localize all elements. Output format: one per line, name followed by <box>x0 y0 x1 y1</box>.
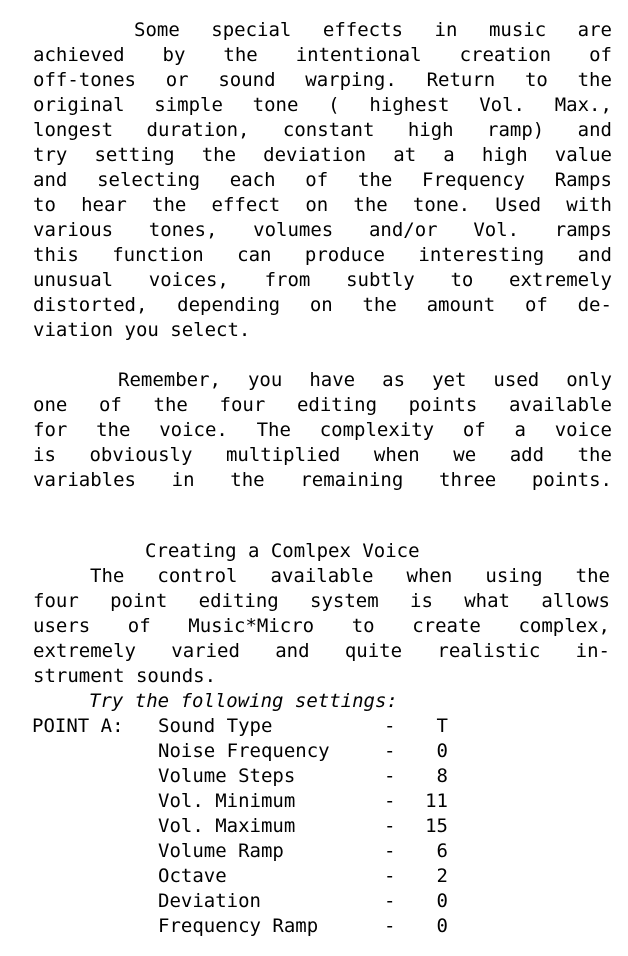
setting-value: 11 <box>425 790 448 812</box>
word: interesting <box>418 244 545 266</box>
section-heading: Creating a Comlpex Voice <box>145 540 420 562</box>
word: special <box>211 19 292 41</box>
word: for <box>33 419 68 441</box>
word: highest <box>369 94 450 116</box>
word: four <box>33 590 79 612</box>
word: subtly <box>346 269 415 291</box>
word: the <box>362 294 397 316</box>
word: creation <box>459 44 552 66</box>
setting-row <box>0 864 628 889</box>
word: sound <box>218 69 276 91</box>
word: high <box>407 119 454 141</box>
word: The <box>256 419 291 441</box>
word: realistic <box>437 640 541 662</box>
setting-name: Vol. Minimum <box>158 790 296 812</box>
text-line <box>0 143 628 168</box>
text-line <box>0 243 628 268</box>
setting-name: Noise Frequency <box>158 740 330 762</box>
word: only <box>566 369 612 391</box>
word: obviously <box>89 444 193 466</box>
word: from <box>264 269 311 291</box>
word: we <box>453 444 477 466</box>
word: create <box>412 615 481 637</box>
setting-separator: - <box>384 740 396 762</box>
word: at <box>393 144 417 166</box>
word: varied <box>171 640 240 662</box>
word: ramp) <box>487 119 545 141</box>
word: when <box>373 444 420 466</box>
word: in- <box>575 640 610 662</box>
text-line <box>0 168 628 193</box>
word: warping. <box>305 69 397 91</box>
setting-row <box>0 814 628 839</box>
setting-row <box>0 714 628 739</box>
word: of <box>589 44 612 66</box>
word: this <box>33 244 79 266</box>
word: effect <box>211 194 281 216</box>
text-line <box>0 468 628 493</box>
word: duration, <box>146 119 250 141</box>
setting-value: T <box>436 715 448 737</box>
setting-row <box>0 739 628 764</box>
word: to <box>524 69 548 91</box>
settings-prompt: Try the following settings: <box>89 690 398 712</box>
word: Music*Micro <box>188 615 315 637</box>
word: what <box>464 590 510 612</box>
setting-value: 15 <box>425 815 448 837</box>
word: control <box>157 565 238 587</box>
word: in <box>171 469 195 491</box>
word: quite <box>344 640 403 662</box>
word: selecting <box>97 169 201 191</box>
word: in <box>434 19 458 41</box>
word: amount <box>426 294 496 316</box>
setting-separator: - <box>384 790 396 812</box>
word: the <box>201 144 237 166</box>
word: on <box>305 194 329 216</box>
word: three <box>439 469 497 491</box>
word: yet <box>432 369 467 391</box>
word: to <box>450 269 474 291</box>
word: point <box>110 590 168 612</box>
word: effects <box>322 19 403 41</box>
word: of <box>524 294 548 316</box>
word: the <box>577 444 612 466</box>
word: off-tones <box>33 69 136 91</box>
word: and <box>275 640 310 662</box>
setting-separator: - <box>384 865 396 887</box>
setting-row <box>0 789 628 814</box>
word: when <box>406 565 453 587</box>
word: the <box>152 194 187 216</box>
word: setting <box>94 144 175 166</box>
word: Ramps <box>554 169 612 191</box>
word: users <box>33 615 91 637</box>
word: the <box>153 394 188 416</box>
word: tones, <box>148 219 218 241</box>
setting-separator: - <box>384 715 396 737</box>
word: or <box>165 69 189 91</box>
text-line <box>0 639 628 664</box>
word: a <box>443 144 455 166</box>
text-line <box>0 193 628 218</box>
text-line <box>0 564 628 589</box>
word: available <box>508 394 612 416</box>
setting-name: Vol. Maximum <box>158 815 296 837</box>
word: Used <box>495 194 542 216</box>
word: multiplied <box>225 444 341 466</box>
word: four <box>219 394 266 416</box>
text-line <box>0 293 628 318</box>
word: voice <box>554 419 612 441</box>
word: on <box>309 294 333 316</box>
setting-row <box>0 889 628 914</box>
word: a <box>514 419 526 441</box>
setting-separator: - <box>384 840 396 862</box>
text-line <box>0 393 628 418</box>
word: allows <box>541 590 610 612</box>
setting-row <box>0 764 628 789</box>
word: editing <box>296 394 378 416</box>
text-line: viation you select. <box>33 319 251 341</box>
word: the <box>357 169 393 191</box>
setting-row <box>0 914 628 939</box>
word: of <box>305 169 329 191</box>
word: have <box>309 369 356 391</box>
word: the <box>230 469 265 491</box>
word: de- <box>577 294 612 316</box>
word: add <box>509 444 545 466</box>
setting-value: 0 <box>436 740 448 762</box>
word: using <box>485 565 543 587</box>
text-line <box>0 18 628 43</box>
text-line <box>0 368 628 393</box>
text-line <box>0 268 628 293</box>
word: remaining <box>300 469 404 491</box>
setting-row <box>0 839 628 864</box>
word: you <box>247 369 283 391</box>
word: longest <box>33 119 114 141</box>
setting-separator: - <box>384 815 396 837</box>
word: depending <box>177 294 281 316</box>
word: used <box>493 369 540 391</box>
word: Remember, <box>118 369 221 391</box>
setting-separator: - <box>384 890 396 912</box>
word: Frequency <box>422 169 525 191</box>
word: of <box>462 419 486 441</box>
word: and/or <box>368 219 438 241</box>
word: extremely <box>33 640 136 662</box>
word: original <box>33 94 125 116</box>
word: with <box>566 194 612 216</box>
word: system <box>310 590 379 612</box>
word: simple <box>154 94 223 116</box>
word: the <box>577 69 612 91</box>
word: volumes <box>253 219 334 241</box>
text-line <box>0 418 628 443</box>
word: points <box>408 394 478 416</box>
word: by <box>162 44 186 66</box>
word: the <box>96 419 131 441</box>
setting-name: Sound Type <box>158 715 273 737</box>
word: constant <box>282 119 375 141</box>
setting-value: 6 <box>436 840 448 862</box>
word: tone <box>252 94 299 116</box>
word: complex, <box>518 615 610 637</box>
word: voice. <box>159 419 228 441</box>
word: produce <box>304 244 385 266</box>
word: hear <box>81 194 127 216</box>
word: editing <box>198 590 279 612</box>
word: variables <box>33 469 136 491</box>
word: to <box>351 615 375 637</box>
word: extremely <box>509 269 612 291</box>
word: of <box>127 615 151 637</box>
word: music <box>488 19 547 41</box>
word: points. <box>531 469 612 491</box>
word: ramps <box>554 219 612 241</box>
word: function <box>112 244 204 266</box>
setting-name: Volume Ramp <box>158 840 284 862</box>
setting-name: Octave <box>158 865 227 887</box>
word: can <box>237 244 272 266</box>
word: each <box>229 169 276 191</box>
word: Vol. <box>473 219 520 241</box>
point-label: POINT A: <box>32 715 124 737</box>
word: high <box>481 144 528 166</box>
setting-name: Frequency Ramp <box>158 915 319 937</box>
setting-value: 0 <box>436 890 448 912</box>
text-line <box>0 614 628 639</box>
setting-value: 8 <box>436 765 448 787</box>
setting-name: Deviation <box>158 890 261 912</box>
word: Return <box>426 69 496 91</box>
word: and <box>33 169 68 191</box>
word: to <box>33 194 56 216</box>
setting-name: Volume Steps <box>158 765 296 787</box>
word: achieved <box>33 44 125 66</box>
word: voices, <box>148 269 229 291</box>
word: intentional <box>295 44 422 66</box>
word: value <box>554 144 612 166</box>
text-line <box>0 43 628 68</box>
word: various <box>33 219 114 241</box>
text-line: strument sounds. <box>33 665 217 687</box>
word: one <box>33 394 68 416</box>
text-line <box>0 68 628 93</box>
word: Max., <box>554 94 612 116</box>
text-line <box>0 589 628 614</box>
word: Some <box>134 19 180 41</box>
word: Vol. <box>479 94 525 116</box>
word: the <box>575 565 610 587</box>
word: is <box>410 590 433 612</box>
setting-separator: - <box>384 915 396 937</box>
setting-value: 2 <box>436 865 448 887</box>
word: is <box>33 444 56 466</box>
setting-value: 0 <box>436 915 448 937</box>
text-line <box>0 443 628 468</box>
word: the <box>353 194 388 216</box>
word: and <box>577 119 612 141</box>
setting-separator: - <box>384 765 396 787</box>
word: of <box>98 394 122 416</box>
word: complexity <box>319 419 435 441</box>
word: and <box>577 244 612 266</box>
word: ( <box>328 94 340 116</box>
word: the <box>223 44 258 66</box>
text-line <box>0 118 628 143</box>
word: The <box>90 565 125 587</box>
word: distorted, <box>33 294 148 316</box>
word: are <box>577 19 612 41</box>
word: tone. <box>412 194 471 216</box>
word: as <box>382 369 406 391</box>
word: unusual <box>33 269 114 291</box>
text-line <box>0 93 628 118</box>
word: try <box>33 144 68 166</box>
text-line <box>0 218 628 243</box>
word: available <box>270 565 374 587</box>
word: deviation <box>263 144 367 166</box>
